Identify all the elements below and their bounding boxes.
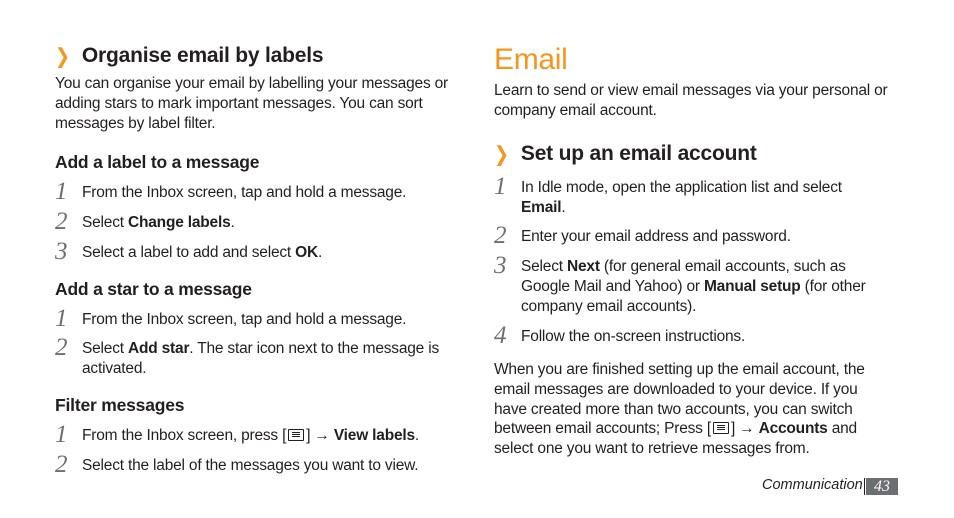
step-number: 3: [55, 238, 68, 265]
step-text: Enter your email address and password.: [521, 228, 791, 245]
step-number: 3: [494, 252, 507, 279]
filter-heading: Filter messages: [55, 395, 185, 415]
step-text: From the Inbox screen, press [ ] → View labels.: [82, 427, 420, 444]
section-heading-organise: ❯ Organise email by labels: [55, 44, 324, 68]
step-number: 1: [55, 421, 68, 448]
step-number: 2: [55, 208, 68, 235]
step-number: 2: [494, 222, 507, 249]
section-heading-setup: ❯ Set up an email account: [494, 142, 757, 166]
step-text: From the Inbox screen, tap and hold a message.: [82, 311, 407, 328]
organise-intro: You can organise your email by labelling your messages or adding stars to mark important messages. You can sort messages by label filter.: [55, 75, 448, 132]
step-text: From the Inbox screen, tap and hold a message.: [82, 184, 407, 201]
chevron-right-icon: ❯: [494, 142, 509, 166]
chevron-right-icon: ❯: [55, 44, 70, 68]
add-label-heading: Add a label to a message: [55, 152, 260, 172]
footer-section-label: Communication: [762, 477, 863, 493]
menu-key-icon: [713, 422, 729, 434]
step-text: Select a label to add and select OK.: [82, 244, 323, 261]
step-number: 2: [55, 334, 68, 361]
step-number: 1: [55, 178, 68, 205]
step-number: 1: [55, 305, 68, 332]
step-text: Select Add star. The star icon next to the message is activated.: [82, 340, 439, 377]
step-number: 4: [494, 322, 507, 349]
footer-divider: [864, 478, 865, 495]
step-text: Select Change labels.: [82, 214, 235, 231]
step-number: 2: [55, 451, 68, 478]
step-text: Select the label of the messages you want to view.: [82, 457, 419, 474]
step-text: Follow the on-screen instructions.: [521, 328, 746, 345]
step-text: Select Next (for general email accounts, such as Google Mail and Yahoo) or Manual setup (for other company email accounts).: [521, 258, 866, 315]
menu-key-icon: [288, 429, 304, 441]
page-number: 43: [866, 478, 898, 495]
email-intro: Learn to send or view email messages via your personal or company email account.: [494, 82, 888, 119]
add-star-heading: Add a star to a message: [55, 279, 252, 299]
closing-paragraph: When you are finished setting up the email account, the email messages are downloaded to your device. If you have created more than two accounts, you can switch between email accounts; Press [ ] → Accounts and select one you want to retrieve messages from.: [494, 361, 865, 458]
page-title: Email: [494, 43, 568, 76]
step-text: In Idle mode, open the application list and select Email.: [521, 179, 842, 216]
step-number: 1: [494, 173, 507, 200]
